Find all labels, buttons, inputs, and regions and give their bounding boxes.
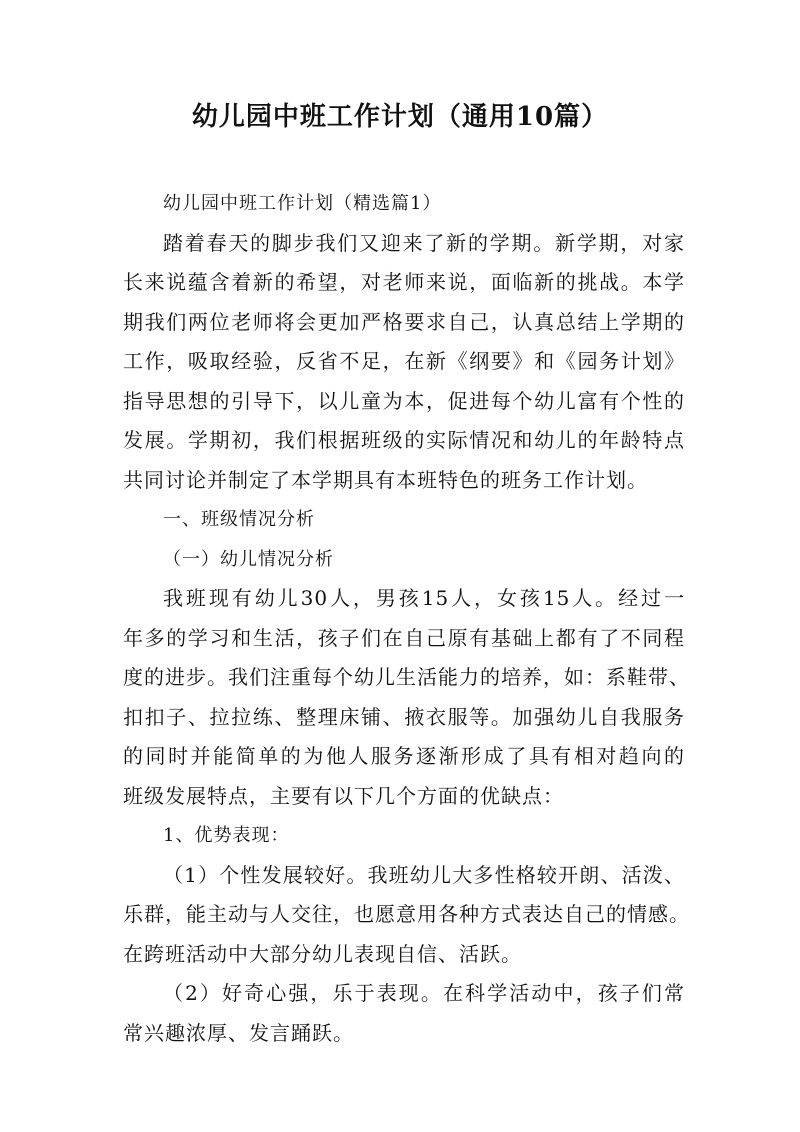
paragraph-line: 踏着春天的脚步我们又迎来了新的学期。新学期，对家 — [163, 230, 685, 255]
list-heading: 1、优势表现： — [163, 825, 290, 846]
paragraph-line: 发展。学期初，我们根据班级的实际情况和幼儿的年龄特点 — [123, 428, 685, 452]
section-heading: 一、班级情况分析 — [163, 509, 315, 530]
paragraph-line: 我班现有幼儿30人，男孩15人，女孩15人。经过一 — [163, 586, 685, 610]
paragraph-line: 年多的学习和生活，孩子们在自己原有基础上都有了不同程 — [123, 625, 685, 650]
paragraph-line: 乐群，能主动与人交往，也愿意用各种方式表达自己的情感。 — [123, 902, 690, 926]
paragraph-line: （1）个性发展较好。我班幼儿大多性格较开朗、活泼、 — [163, 862, 685, 887]
document-title: 幼儿园中班工作计划（通用10篇） — [191, 102, 609, 132]
paragraph-line: 长来说蕴含着新的希望，对老师来说，面临新的挑战。本学 — [123, 270, 685, 294]
paragraph-line: 指导思想的引导下，以儿童为本，促进每个幼儿富有个性的 — [123, 388, 685, 413]
paragraph-line: 工作，吸取经验，反省不足，在新《纲要》和《园务计划》 — [123, 349, 685, 373]
paragraph-line: 度的进步。我们注重每个幼儿生活能力的培养，如：系鞋带、 — [123, 665, 690, 689]
paragraph-line: 扣扣子、拉拉练、整理床铺、掖衣服等。加强幼儿自我服务 — [123, 704, 685, 729]
paragraph-line: 在跨班活动中大部分幼儿表现自信、活跃。 — [123, 941, 522, 966]
paragraph-line: 共同讨论并制定了本学期具有本班特色的班务工作计划。 — [123, 467, 648, 492]
section-heading-selected-1: 幼儿园中班工作计划（精选篇1） — [163, 193, 442, 214]
paragraph-line: 的同时并能简单的为他人服务逐渐形成了具有相对趋向的 — [123, 744, 685, 768]
paragraph-line: 期我们两位老师将会更加严格要求自己，认真总结上学期的 — [123, 309, 685, 334]
paragraph-line: （2）好奇心强，乐于表现。在科学活动中，孩子们常 — [163, 981, 685, 1005]
subsection-heading: （一）幼儿情况分析 — [163, 548, 334, 570]
paragraph-line: 班级发展特点，主要有以下几个方面的优缺点： — [123, 783, 564, 808]
document-body — [123, 184, 690, 1053]
paragraph-line: 常兴趣浓厚、发言踊跃。 — [123, 1020, 354, 1045]
